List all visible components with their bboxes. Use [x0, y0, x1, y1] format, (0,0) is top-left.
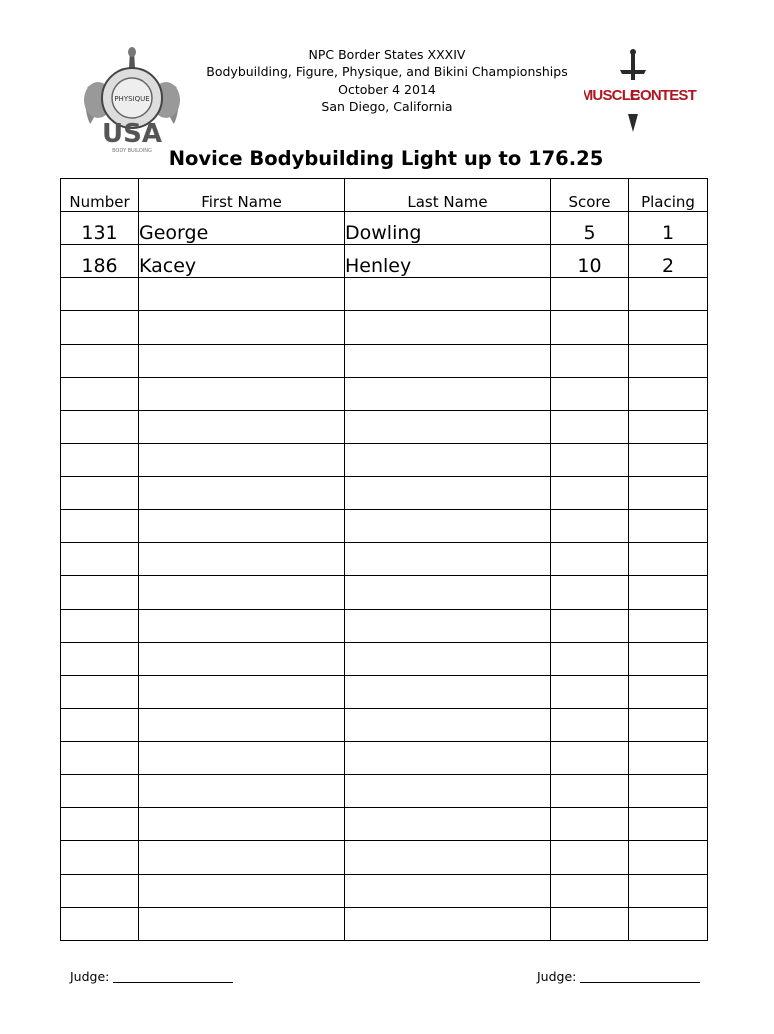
empty-cell: [139, 410, 345, 443]
column-header-last-name: Last Name: [345, 179, 551, 212]
competitor-placing: 1: [629, 212, 708, 245]
empty-cell: [139, 907, 345, 940]
empty-cell: [345, 311, 551, 344]
empty-cell: [61, 477, 139, 510]
empty-cell: [139, 642, 345, 675]
judge-signature-right: [537, 968, 700, 984]
empty-cell: [629, 278, 708, 311]
empty-cell: [345, 808, 551, 841]
empty-cell: [345, 874, 551, 907]
empty-table-row: [61, 642, 708, 675]
empty-cell: [139, 609, 345, 642]
empty-cell: [345, 742, 551, 775]
empty-cell: [139, 443, 345, 476]
logo-text-muscle: MUSCLE: [584, 87, 640, 104]
empty-cell: [629, 609, 708, 642]
empty-cell: [139, 675, 345, 708]
column-header-score: Score: [551, 179, 629, 212]
empty-cell: [345, 642, 551, 675]
empty-cell: [629, 907, 708, 940]
empty-cell: [139, 510, 345, 543]
empty-cell: [345, 775, 551, 808]
empty-table-row: [61, 410, 708, 443]
empty-cell: [551, 377, 629, 410]
table-row: [61, 245, 708, 278]
empty-cell: [551, 675, 629, 708]
empty-cell: [61, 344, 139, 377]
competitor-first-name: Kacey: [139, 245, 345, 278]
empty-cell: [61, 675, 139, 708]
judge-label: Judge:: [537, 969, 577, 984]
score-sheet-table: [60, 178, 708, 941]
empty-cell: [551, 642, 629, 675]
empty-cell: [61, 742, 139, 775]
empty-cell: [345, 510, 551, 543]
empty-cell: [345, 609, 551, 642]
column-header-number: Number: [61, 179, 139, 212]
empty-table-row: [61, 609, 708, 642]
empty-table-row: [61, 675, 708, 708]
empty-cell: [551, 443, 629, 476]
empty-table-row: [61, 907, 708, 940]
empty-cell: [345, 708, 551, 741]
empty-cell: [139, 377, 345, 410]
empty-cell: [551, 278, 629, 311]
division-title: Novice Bodybuilding Light up to 176.25: [168, 147, 604, 170]
empty-cell: [139, 808, 345, 841]
empty-cell: [345, 443, 551, 476]
empty-table-row: [61, 775, 708, 808]
svg-text:PHYSIQUE: PHYSIQUE: [114, 95, 150, 103]
empty-cell: [551, 477, 629, 510]
empty-cell: [345, 278, 551, 311]
judge-label: Judge:: [70, 969, 110, 984]
competitor-last-name: Dowling: [345, 212, 551, 245]
empty-cell: [551, 410, 629, 443]
muscle-contest-logo: [584, 48, 702, 140]
empty-cell: [629, 344, 708, 377]
empty-cell: [551, 907, 629, 940]
signature-line: [113, 970, 233, 983]
empty-cell: [551, 576, 629, 609]
empty-cell: [139, 576, 345, 609]
column-header-placing: Placing: [629, 179, 708, 212]
empty-table-row: [61, 510, 708, 543]
empty-cell: [629, 443, 708, 476]
empty-cell: [61, 443, 139, 476]
empty-cell: [629, 477, 708, 510]
empty-cell: [139, 311, 345, 344]
table-header-row: [61, 179, 708, 212]
npc-usa-logo: [68, 46, 198, 158]
svg-text:USA: USA: [102, 119, 162, 149]
empty-cell: [139, 742, 345, 775]
empty-table-row: [61, 708, 708, 741]
competitor-last-name: Henley: [345, 245, 551, 278]
empty-table-row: [61, 443, 708, 476]
empty-cell: [345, 377, 551, 410]
column-header-first-name: First Name: [139, 179, 345, 212]
empty-table-row: [61, 543, 708, 576]
empty-cell: [551, 543, 629, 576]
empty-cell: [629, 675, 708, 708]
competitor-first-name: George: [139, 212, 345, 245]
competitor-score: 5: [551, 212, 629, 245]
empty-cell: [551, 311, 629, 344]
empty-cell: [629, 576, 708, 609]
empty-cell: [139, 874, 345, 907]
empty-cell: [61, 410, 139, 443]
empty-cell: [139, 344, 345, 377]
empty-table-row: [61, 742, 708, 775]
empty-table-row: [61, 808, 708, 841]
empty-cell: [61, 377, 139, 410]
empty-cell: [629, 775, 708, 808]
empty-cell: [345, 675, 551, 708]
signature-line: [580, 970, 700, 983]
empty-cell: [345, 543, 551, 576]
empty-table-row: [61, 278, 708, 311]
empty-cell: [61, 609, 139, 642]
empty-cell: [139, 841, 345, 874]
empty-cell: [551, 609, 629, 642]
empty-cell: [551, 841, 629, 874]
svg-text:BODY BUILDING: BODY BUILDING: [112, 148, 152, 154]
competitor-placing: 2: [629, 245, 708, 278]
empty-cell: [61, 808, 139, 841]
event-location: San Diego, California: [321, 98, 453, 114]
empty-cell: [61, 510, 139, 543]
empty-cell: [629, 874, 708, 907]
empty-cell: [551, 775, 629, 808]
empty-table-row: [61, 477, 708, 510]
empty-cell: [629, 841, 708, 874]
empty-cell: [345, 907, 551, 940]
empty-table-row: [61, 841, 708, 874]
empty-cell: [139, 775, 345, 808]
logo-text-contest: CONTEST: [629, 87, 696, 104]
empty-cell: [629, 510, 708, 543]
empty-cell: [61, 278, 139, 311]
empty-cell: [61, 708, 139, 741]
table-row: [61, 212, 708, 245]
empty-cell: [629, 708, 708, 741]
competitor-score: 10: [551, 245, 629, 278]
empty-cell: [139, 477, 345, 510]
empty-cell: [139, 278, 345, 311]
empty-table-row: [61, 377, 708, 410]
empty-table-row: [61, 311, 708, 344]
empty-cell: [629, 808, 708, 841]
empty-cell: [61, 543, 139, 576]
empty-cell: [139, 543, 345, 576]
empty-cell: [629, 410, 708, 443]
empty-cell: [345, 410, 551, 443]
competitor-number: 186: [61, 245, 139, 278]
empty-cell: [345, 841, 551, 874]
empty-table-row: [61, 344, 708, 377]
empty-cell: [61, 874, 139, 907]
empty-cell: [61, 907, 139, 940]
empty-cell: [551, 808, 629, 841]
empty-cell: [345, 477, 551, 510]
event-header: [190, 46, 584, 115]
empty-cell: [551, 344, 629, 377]
empty-cell: [61, 775, 139, 808]
empty-cell: [629, 543, 708, 576]
event-divisions: Bodybuilding, Figure, Physique, and Bikini Championships: [206, 64, 568, 80]
empty-cell: [345, 344, 551, 377]
empty-cell: [61, 311, 139, 344]
empty-table-row: [61, 874, 708, 907]
event-name: NPC Border States XXXIV: [308, 47, 466, 62]
empty-cell: [139, 708, 345, 741]
empty-cell: [551, 874, 629, 907]
empty-cell: [551, 742, 629, 775]
competitor-number: 131: [61, 212, 139, 245]
event-date: October 4 2014: [338, 81, 436, 97]
judge-signature-left: [70, 968, 233, 984]
empty-cell: [61, 642, 139, 675]
empty-cell: [551, 510, 629, 543]
empty-cell: [629, 742, 708, 775]
empty-table-row: [61, 576, 708, 609]
empty-cell: [551, 708, 629, 741]
empty-cell: [629, 311, 708, 344]
empty-cell: [629, 377, 708, 410]
empty-cell: [61, 841, 139, 874]
empty-cell: [345, 576, 551, 609]
empty-cell: [629, 642, 708, 675]
empty-cell: [61, 576, 139, 609]
